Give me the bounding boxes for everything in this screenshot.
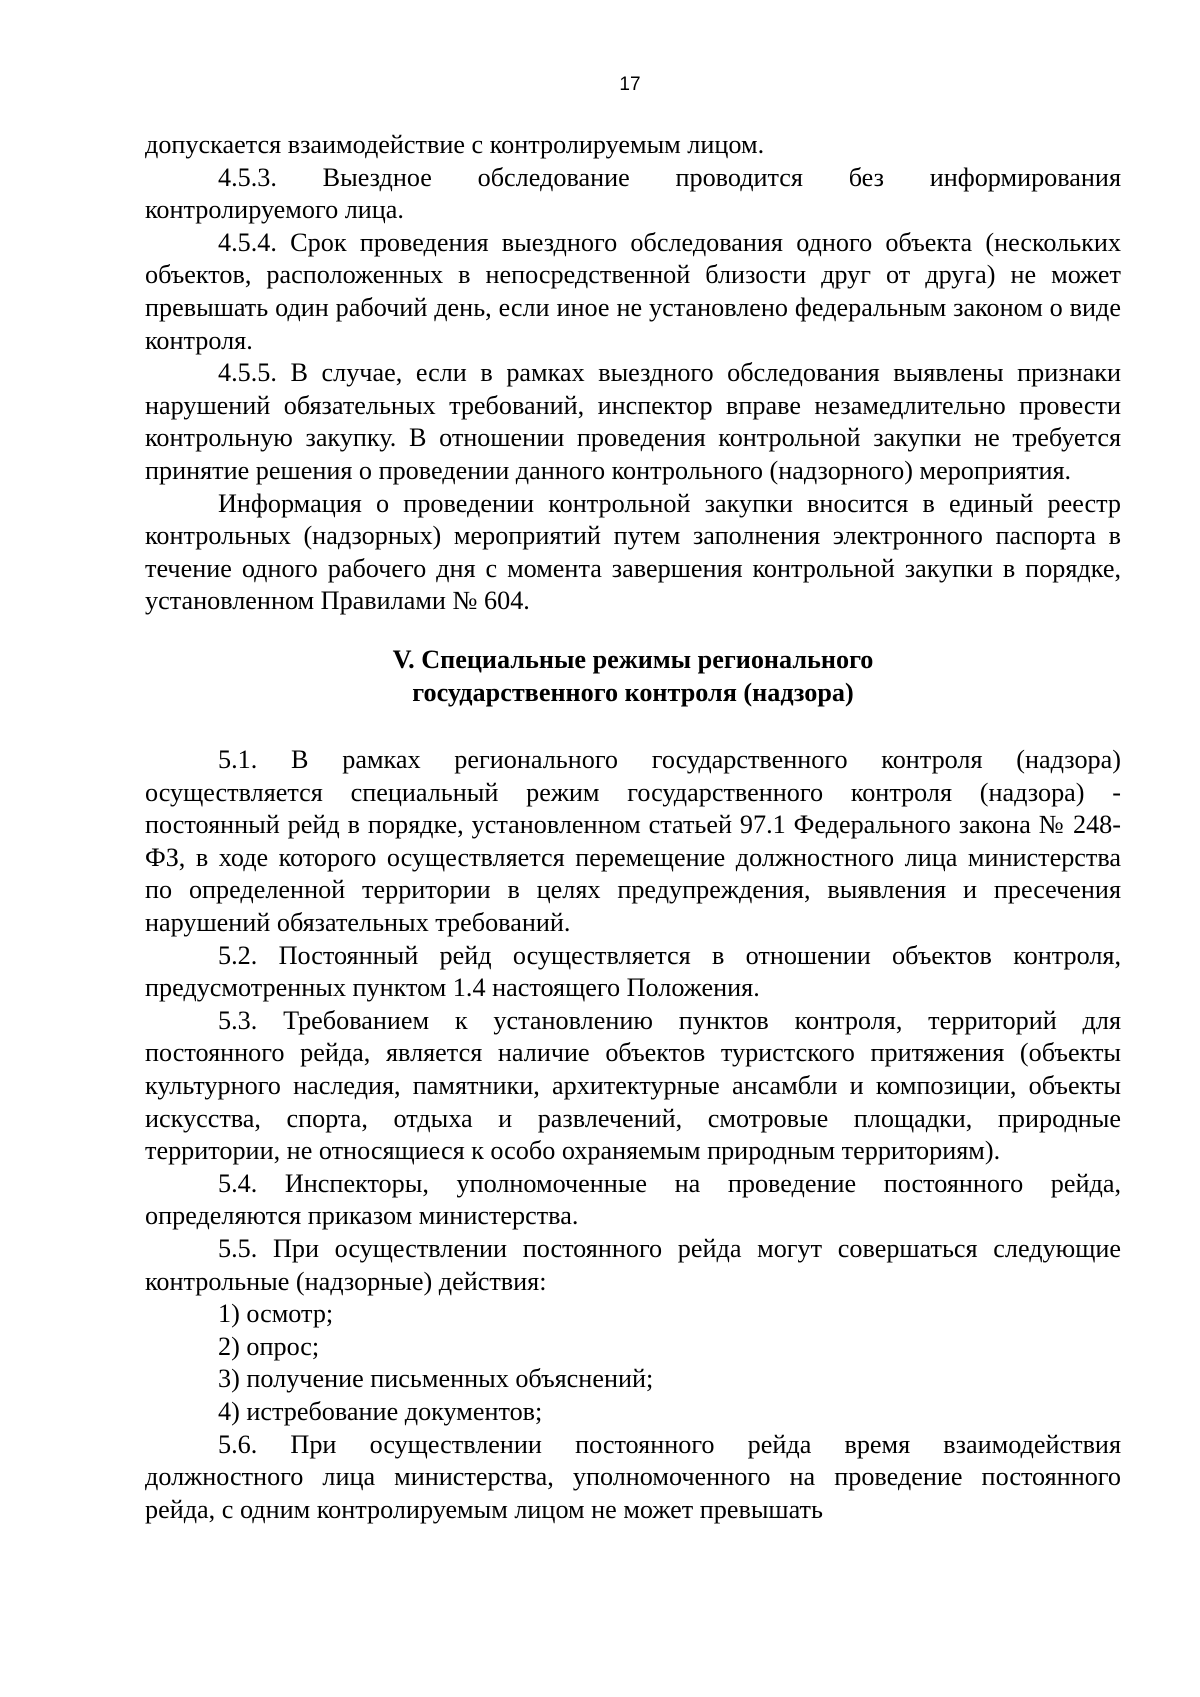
paragraph-4-5-4: 4.5.4. Срок проведения выездного обследования одного объекта (нескольких объектов, расположенных в непосредственной близости друг от друга) не может превышать один рабочий день, если иное не установлено федеральным законом о виде контроля. [145,227,1121,355]
page-number: 17 [619,74,641,95]
paragraph-5-4: 5.4. Инспекторы, уполномоченные на проведение постоянного рейда, определяются приказом министерства. [145,1168,1121,1231]
list-item-survey: 2) опрос; [218,1331,320,1361]
paragraph-5-5: 5.5. При осуществлении постоянного рейда могут совершаться следующие контрольные (надзорные) действия: [145,1234,1121,1296]
continuation-paragraph: допускается взаимодействие с контролируемым лицом. [145,130,765,159]
list-item-inspection: 1) осмотр; [218,1299,334,1329]
paragraph-5-1: 5.1. В рамках регионального государственного контроля (надзора) осуществляется специальный режим государственного контроля (надзора) - постоянный рейд в порядке, установленном статьей 97.1 Федерального закона № 248-ФЗ, в ходе которого осуществляется перемещение должностного лица министерства по определенной территории в целях предупреждения, выявления и пресечения нарушений обязательных требований. [145,745,1121,938]
section-heading [145,644,1121,709]
paragraph-4-5-3: 4.5.3. Выездное обследование проводится без информирования контролируемого лица. [145,162,1121,225]
section-heading-line-1: V. Специальные режимы регионального [392,644,874,674]
paragraph-purchase-info: Информация о проведении контрольной закупки вносится в единый реестр контрольных (надзорных) мероприятий путем заполнения электронного паспорта в течение одного рабочего дня с момента завершения контрольной закупки в порядке, установленном Правилами № 604. [145,488,1121,616]
paragraph-4-5-5: 4.5.5. В случае, если в рамках выездного обследования выявлены признаки нарушений обязательных требований, инспектор вправе незамедлительно провести контрольную закупку. В отношении проведения контрольной закупки не требуется принятие решения о проведении данного контрольного (надзорного) мероприятия. [145,358,1121,485]
list-item-document-request: 4) истребование документов; [218,1396,543,1426]
paragraph-5-3: 5.3. Требованием к установлению пунктов контроля, территорий для постоянного рейда, является наличие объектов туристского притяжения (объекты культурного наследия, памятники, архитектурные ансамбли и композиции, объекты искусства, спорта, отдыха и развлечений, смотровые площадки, природные территории, не относящиеся к особо охраняемым природным территориям). [145,1005,1121,1166]
section-heading-line-2: государственного контроля (надзора) [412,677,854,707]
paragraph-5-2: 5.2. Постоянный рейд осуществляется в отношении объектов контроля, предусмотренных пунктом 1.4 настоящего Положения. [145,940,1121,1003]
paragraph-5-6: 5.6. При осуществлении постоянного рейда время взаимодействия должностного лица министерства, уполномоченного на проведение постоянного рейда, с одним контролируемым лицом не может превышать [145,1429,1121,1524]
list-item-written-explanations: 3) получение письменных объяснений; [218,1364,654,1394]
document-body [145,129,1121,1526]
